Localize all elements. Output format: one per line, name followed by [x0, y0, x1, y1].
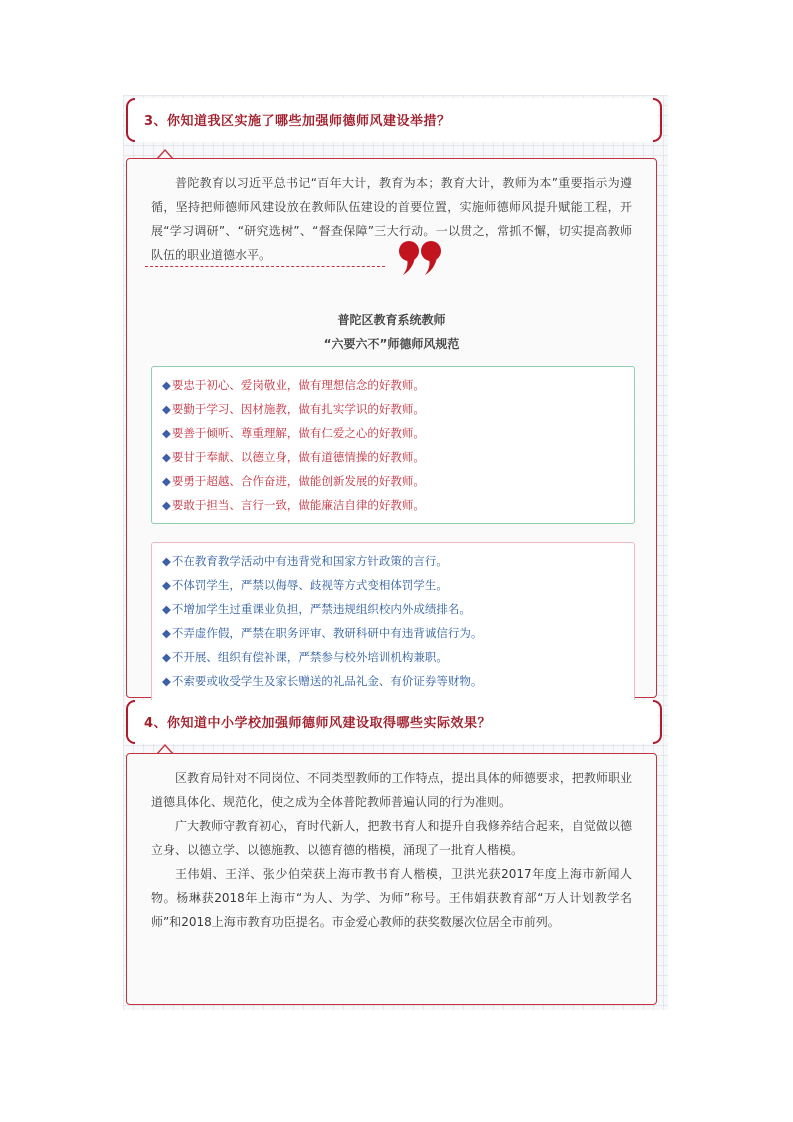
list-item: ◆不增加学生过重课业负担，严禁违规组织校内外成绩排名。: [162, 602, 471, 616]
section-3-header: [126, 98, 658, 142]
list-item: ◆不开展、组织有偿补课，严禁参与校外培训机构兼职。: [162, 650, 448, 664]
section-4-content: [126, 753, 657, 1005]
list-item: ◆不体罚学生，严禁以侮辱、歧视等方式变相体罚学生。: [162, 578, 448, 592]
section-4-title: 4、你知道中小学校加强师德师风建设取得哪些实际效果？: [144, 716, 492, 731]
list-item: ◆不索要或收受学生及家长赠送的礼品礼金、有价证券等财物。: [162, 674, 483, 688]
dashed-divider: [145, 266, 385, 267]
six-donts-box: [151, 542, 635, 702]
section-3-content: [126, 158, 657, 698]
list-item: ◆不在教育教学活动中有违背党和国家方针政策的言行。: [162, 554, 448, 568]
list-item: ◆要勤于学习、因材施教，做有扎实学识的好教师。: [162, 402, 425, 416]
list-item: ◆要敢于担当、言行一致，做能廉洁自律的好教师。: [162, 498, 425, 512]
code-title-line-1: 普陀区教育系统教师: [337, 313, 446, 327]
header-left-bracket: [126, 98, 135, 142]
paragraph: 广大教师守教育初心，育时代新人，把教书育人和提升自我修养结合起来，自觉做以德立身、以德立学、以德施教、以德育德的楷模，涌现了一批育人楷模。: [151, 819, 632, 857]
list-item: ◆要忠于初心、爱岗敬业，做有理想信念的好教师。: [162, 378, 425, 392]
list-item: ◆不弄虚作假，严禁在职务评审、教研科研中有违背诚信行为。: [162, 626, 483, 640]
section-4-header: [126, 700, 658, 744]
list-item: ◆要勇于超越、合作奋进，做能创新发展的好教师。: [162, 474, 425, 488]
header-right-bracket: [653, 98, 662, 142]
list-item: ◆要甘于奉献、以德立身，做有道德情操的好教师。: [162, 450, 425, 464]
header-right-bracket: [653, 700, 662, 744]
code-title-line-2: “六要六不”师德师风规范: [323, 337, 460, 351]
paragraph: 区教育局针对不同岗位、不同类型教师的工作特点，提出具体的师德要求，把教师职业道德具体化、规范化，使之成为全体普陀教师普遍认同的行为准则。: [151, 771, 632, 809]
list-item: ◆要善于倾听、尊重理解，做有仁爱之心的好教师。: [162, 426, 425, 440]
section-3-intro: 普陀教育以习近平总书记“百年大计，教育为本；教育大计，教师为本”重要指示为遵循，坚持把师德师风建设放在教师队伍建设的首要位置，实施师德师风提升赋能工程，开展“学习调研”、“研究选树”、“督查保障”三大行动。一以贯之，常抓不懈，切实提高教师队伍的职业道德水平。: [151, 176, 632, 262]
header-left-bracket: [126, 700, 135, 744]
quote-mark-icon: [397, 239, 445, 279]
six-musts-box: [151, 366, 635, 524]
section-3-title: 3、你知道我区实施了哪些加强师德师风建设举措？: [144, 114, 451, 129]
paragraph: 王伟娟、王洋、张少伯荣获上海市教书育人楷模，卫洪光获2017年度上海市新闻人物。杨琳获2018年上海市“为人、为学、为师”称号。王伟娟获教育部“万人计划教学名师”和2018上海市教育功臣提名。市金爱心教师的获奖数屡次位居全市前列。: [151, 867, 632, 929]
